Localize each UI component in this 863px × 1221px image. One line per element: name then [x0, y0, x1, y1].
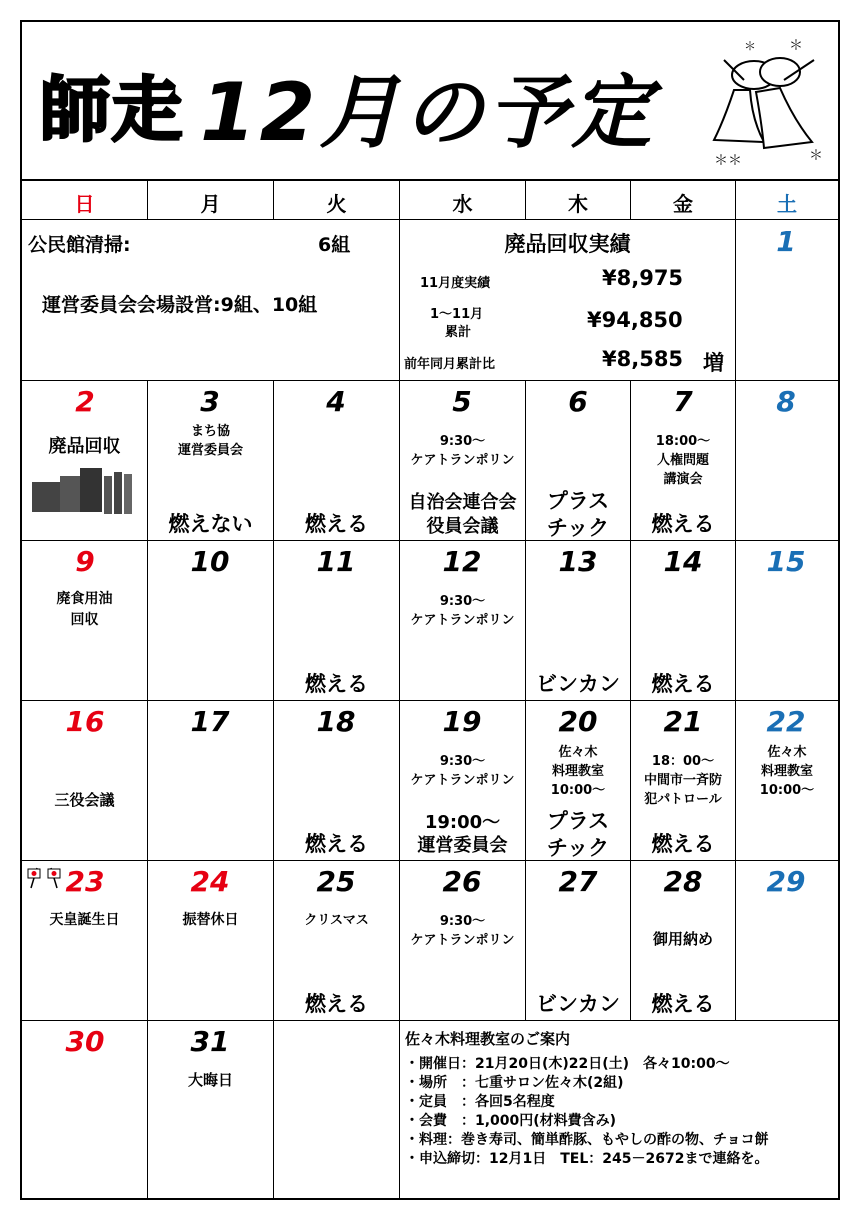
cooking-class-line5: ・料理：巻き寿司、簡単酢豚、もやしの酢の物、チョコ餅	[405, 1132, 769, 1148]
recycling-row3-trend: 増	[703, 351, 724, 375]
day-24: 24	[190, 865, 230, 898]
event-20c: 10:00～	[550, 783, 606, 798]
event-5d: 役員会議	[426, 516, 499, 537]
day-21: 21	[663, 705, 703, 738]
event-26b: ケアトランポリン	[410, 933, 515, 948]
cooking-class-line2: ・場所 ：七重サロン佐々木(2組)	[405, 1075, 624, 1091]
day-3: 3	[200, 385, 220, 418]
weekday-mon: 月	[200, 192, 221, 216]
day-26: 26	[442, 865, 482, 898]
svg-text:＊: ＊	[744, 39, 757, 53]
day-18: 18	[316, 705, 356, 738]
event-16: 三役会議	[54, 791, 115, 809]
recycling-bundles-icon	[30, 462, 135, 518]
shiwasu-label: 師走	[40, 69, 184, 151]
recycling-title: 廃品回収実績	[504, 232, 631, 256]
day-15: 15	[766, 545, 806, 578]
committee-setup: 運営委員会会場設営:9組、10組	[42, 294, 318, 316]
day-12: 12	[442, 545, 482, 578]
day-23: 23	[65, 865, 105, 898]
cooking-class-line4: ・会費 ：1,000円(材料費含み)	[405, 1113, 617, 1129]
event-5a: 9:30～	[439, 434, 486, 449]
event-19d: 運営委員会	[417, 835, 508, 856]
day-30: 30	[65, 1025, 105, 1058]
event-5b: ケアトランポリン	[410, 453, 515, 468]
day-10: 10	[190, 545, 230, 578]
cooking-class-line1: ・開催日：21月20日(木)22日(土) 各々10:00～	[405, 1056, 730, 1072]
event-28b: 燃える	[651, 992, 715, 1016]
weekday-sat: 土	[777, 192, 797, 216]
event-5c: 自治会連合会	[408, 492, 517, 513]
event-18: 燃える	[305, 832, 368, 856]
event-7b: 人権問題	[656, 453, 709, 468]
cooking-class-line6: ・申込締切：12月1日 TEL：245－2672まで連絡を。	[405, 1151, 769, 1167]
day-20: 20	[558, 705, 598, 738]
event-21b: 中間市一斉防	[643, 773, 722, 788]
day-6: 6	[568, 385, 588, 418]
day-9: 9	[75, 545, 95, 578]
day-4: 4	[326, 385, 346, 418]
event-25b: 燃える	[305, 992, 368, 1016]
event-7a: 18:00～	[655, 434, 711, 449]
event-11: 燃える	[305, 672, 368, 696]
day-31: 31	[190, 1025, 230, 1058]
day-22: 22	[766, 705, 806, 738]
weekday-thu: 木	[568, 192, 588, 216]
event-3a: まち協	[190, 424, 230, 439]
event-21a: 18：00～	[651, 754, 715, 769]
event-20e: チック	[546, 836, 610, 860]
day-1: 1	[776, 225, 796, 258]
event-20a: 佐々木	[558, 745, 598, 760]
page-title: 12月の予定	[200, 66, 656, 159]
cooking-class-title: 佐々木料理教室のご案内	[405, 1030, 571, 1048]
event-21d: 燃える	[651, 832, 715, 856]
day-16: 16	[65, 705, 105, 738]
cleaning-group: 6組	[318, 234, 351, 256]
event-26a: 9:30～	[439, 914, 486, 929]
weekday-sun: 日	[74, 192, 95, 216]
christmas-bells-icon	[694, 30, 824, 170]
recycling-row3-value: ¥8,585	[602, 347, 684, 371]
weekday-wed: 水	[452, 192, 473, 216]
event-28a: 御用納め	[652, 930, 713, 948]
recycling-row1-value: ¥8,975	[602, 266, 684, 290]
day-7: 7	[673, 385, 693, 418]
day-27: 27	[558, 865, 598, 898]
recycling-row3-label: 前年同月累計比	[404, 357, 496, 372]
event-7d: 燃える	[651, 512, 715, 536]
day-11: 11	[316, 545, 356, 578]
day-14: 14	[663, 545, 703, 578]
event-31: 大晦日	[187, 1071, 233, 1089]
event-22c: 10:00～	[759, 783, 815, 798]
event-9b: 回収	[70, 612, 99, 628]
day-25: 25	[316, 865, 356, 898]
weekday-fri: 金	[673, 192, 693, 216]
day-28: 28	[663, 865, 703, 898]
event-25a: クリスマス	[304, 913, 369, 928]
weekday-tue: 火	[326, 192, 347, 216]
svg-text:＊: ＊	[789, 38, 803, 54]
svg-text:＊＊: ＊＊	[714, 153, 742, 169]
event-19c: 19:00～	[424, 812, 501, 833]
event-3b: 運営委員会	[177, 443, 243, 458]
cooking-class-line3: ・定員 ：各回5名程度	[405, 1094, 555, 1110]
day-29: 29	[766, 865, 806, 898]
cooking-class-info	[405, 1030, 769, 1169]
header	[22, 22, 838, 180]
event-7c: 講演会	[663, 472, 703, 487]
event-3c: 燃えない	[168, 512, 253, 536]
event-20d: プラス	[546, 809, 610, 833]
event-27: ビンカン	[536, 992, 620, 1016]
svg-text:＊: ＊	[809, 148, 823, 164]
event-6a: プラス	[546, 489, 610, 513]
recycling-row2-value: ¥94,850	[587, 308, 683, 332]
event-9a: 廃食用油	[56, 591, 113, 607]
event-4: 燃える	[305, 512, 368, 536]
event-20b: 料理教室	[551, 764, 604, 779]
event-24: 振替休日	[182, 912, 239, 928]
day-5: 5	[452, 385, 472, 418]
day-19: 19	[442, 705, 482, 738]
event-12b: ケアトランポリン	[410, 613, 515, 628]
event-19a: 9:30～	[439, 754, 486, 769]
event-21c: 犯パトロール	[644, 792, 722, 807]
cleaning-label: 公民館清掃:	[28, 234, 131, 256]
event-22a: 佐々木	[767, 745, 807, 760]
day-13: 13	[558, 545, 598, 578]
day-8: 8	[776, 385, 796, 418]
event-23: 天皇誕生日	[49, 912, 120, 928]
recycling-row2-label-a: 1～11月	[430, 307, 484, 322]
event-6b: チック	[546, 516, 610, 540]
event-2: 廃品回収	[48, 436, 121, 457]
event-22b: 料理教室	[760, 764, 813, 779]
event-12a: 9:30～	[439, 594, 486, 609]
recycling-row2-label-b: 累計	[445, 325, 472, 340]
event-14: 燃える	[651, 672, 715, 696]
day-17: 17	[190, 705, 230, 738]
event-13: ビンカン	[536, 672, 620, 696]
recycling-row1-label: 11月度実績	[420, 276, 491, 291]
event-19b: ケアトランポリン	[410, 773, 515, 788]
day-2: 2	[75, 385, 95, 418]
